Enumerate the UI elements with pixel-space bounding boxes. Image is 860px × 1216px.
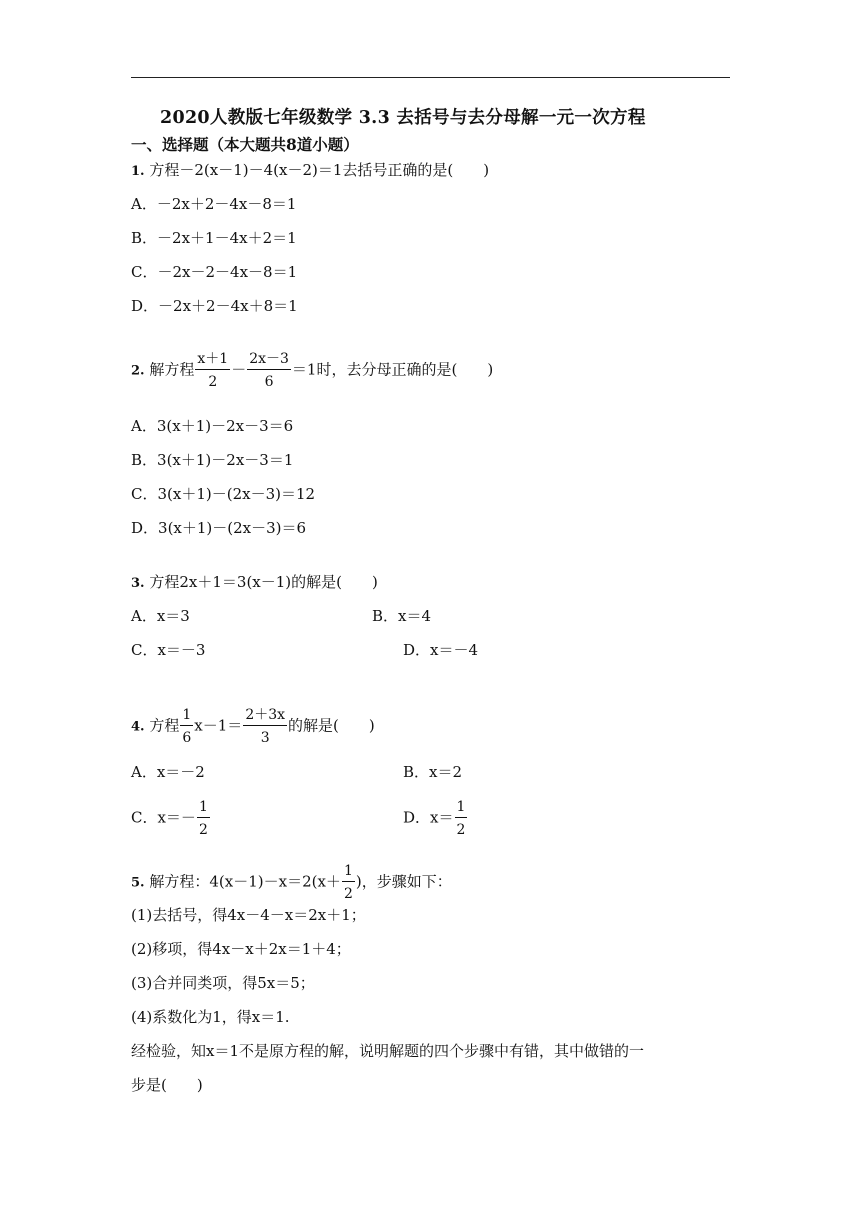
q1-option-b: B．－2x＋1－4x＋2＝1 [131,229,297,247]
q2-option-a: A．3(x＋1)－2x－3＝6 [131,417,294,435]
fraction-denominator: 6 [264,374,274,390]
fraction [195,352,230,389]
question-stem-prefix: 解方程 [149,360,195,379]
question-5 [131,864,452,901]
q5-conclusion-line-1: 经检验，知x＝1不是原方程的解，说明解题的四个步骤中有错，其中做错的一 [131,1042,645,1060]
fraction-denominator: 6 [182,730,192,746]
q2-option-b: B．3(x＋1)－2x－3＝1 [131,451,294,469]
question-stem: 方程－2(x－1)－4(x－2)＝1去括号正确的是( ) [149,161,490,179]
q1-option-d: D．－2x＋2－4x＋8＝1 [131,297,298,315]
minus-sign: － [231,360,247,379]
question-stem-prefix: 解方程：4(x－1)－x＝2(x＋ [149,872,341,891]
q3-option-a: A．x＝3 [131,607,190,625]
question-stem-suffix: ＝1时，去分母正确的是( ) [291,360,494,379]
fraction-denominator: 2 [198,822,208,838]
fraction-numerator: 2＋3x [243,708,287,726]
question-1 [131,160,489,182]
q5-conclusion-line-2: 步是( ) [131,1076,203,1094]
q5-step-4: (4)系数化为1，得x＝1. [131,1008,290,1026]
question-number: 2. [131,363,145,379]
q2-option-d: D．3(x＋1)－(2x－3)＝6 [131,519,307,537]
fraction-numerator: 2x－3 [247,352,291,370]
q5-step-2: (2)移项，得4x－x＋2x＝1＋4； [131,940,351,958]
fraction [243,708,287,745]
fraction [455,800,468,837]
q1-option-c: C．－2x－2－4x－8＝1 [131,263,298,281]
fraction [180,708,193,745]
question-stem-prefix: 方程 [149,716,180,735]
fraction-denominator: 2 [343,886,353,902]
fraction-denominator: 3 [260,730,270,746]
question-number: 1. [131,164,145,179]
fraction-numerator: 1 [342,864,355,882]
fraction-numerator: 1 [180,708,193,726]
question-2 [131,352,493,389]
question-stem-suffix: 的解是( ) [288,716,375,735]
question-3 [131,572,378,594]
q4-option-b: B．x＝2 [403,763,463,781]
fraction [197,800,210,837]
q4-option-a: A．x＝－2 [131,763,205,781]
q4-option-c [131,800,211,837]
option-prefix: C．x＝－ [131,808,196,827]
header-rule [131,77,730,78]
question-stem-suffix: )，步骤如下： [355,872,452,891]
q3-option-c: C．x＝－3 [131,641,206,659]
section-heading: 一、选择题（本大题共8道小题） [131,135,359,154]
question-4 [131,708,375,745]
question-stem: 方程2x＋1＝3(x－1)的解是( ) [149,573,378,591]
fraction [247,352,291,389]
question-number: 4. [131,719,145,735]
question-number: 3. [131,576,145,591]
fraction-numerator: 1 [197,800,210,818]
fraction-denominator: 2 [456,822,466,838]
q3-option-b: B．x＝4 [372,607,432,625]
question-number: 5. [131,875,145,891]
q1-option-a: A．－2x＋2－4x－8＝1 [131,195,297,213]
q5-step-3: (3)合并同类项，得5x＝5； [131,974,315,992]
fraction-numerator: 1 [455,800,468,818]
q4-option-d [403,800,468,837]
q2-option-c: C．3(x＋1)－(2x－3)＝12 [131,485,316,503]
page-title: 2020人教版七年级数学 3.3 去括号与去分母解一元一次方程 [160,108,646,128]
q3-option-d: D．x＝－4 [403,641,479,659]
fraction-numerator: x＋1 [195,352,230,370]
q5-step-1: (1)去括号，得4x－4－x＝2x＋1； [131,906,366,924]
question-stem-middle: x－1＝ [194,716,243,735]
fraction-denominator: 2 [208,374,218,390]
option-prefix: D．x＝ [403,808,454,827]
fraction [342,864,355,901]
